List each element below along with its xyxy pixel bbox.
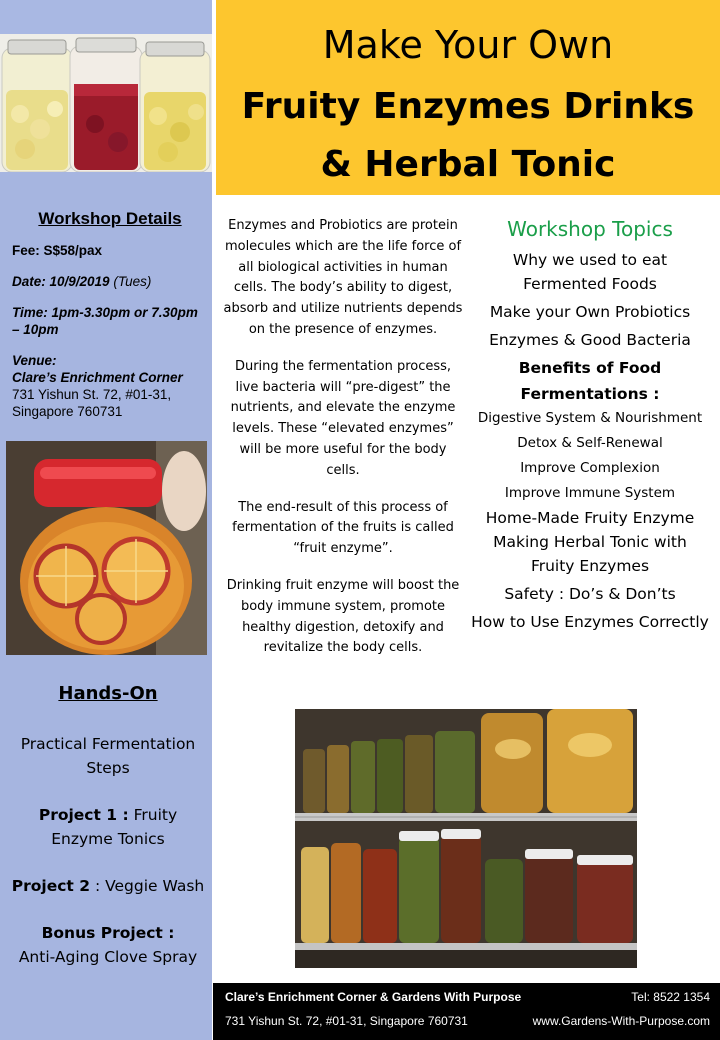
- bonus-project-description: Anti-Aging Clove Spray: [18, 948, 198, 966]
- topic-safety: Safety : Do’s & Don’ts: [504, 585, 676, 603]
- date-text: Date: 10/9/2019: [12, 274, 110, 289]
- workshop-details: [12, 208, 208, 434]
- topic-home-made-enzyme: Home-Made Fruity Enzyme: [485, 509, 695, 527]
- topic-herbal-tonic-line2: Fruity Enzymes: [530, 557, 650, 575]
- grapefruit-tonic-jar-photo: [6, 441, 207, 655]
- topic-probiotics: Make your Own Probiotics: [489, 303, 691, 321]
- title-line-1: Make Your Own: [322, 23, 614, 67]
- time-text: Time: 1pm-3.30pm or 7.30pm – 10pm: [12, 305, 198, 337]
- bonus-project-label: Bonus Project :: [41, 924, 175, 942]
- intro-paragraph-4: Drinking fruit enzyme will boost the body immune system, promote healthy digestion, detoxify and revitalize the body cells.: [226, 577, 460, 656]
- topic-fermented-foods-line1: Why we used to eat: [512, 251, 668, 269]
- intro-paragraph-2: During the fermentation process, live bacteria will “pre-digest” the nutrients, and elevate the enzyme levels. These “elevated enzymes” will be more useful for the body cells.: [230, 358, 456, 478]
- date-day-text: (Tues): [109, 274, 152, 289]
- benefit-detox: Detox & Self-Renewal: [517, 435, 663, 451]
- project-2-text: [6, 874, 210, 898]
- project-1-label: Project 1 :: [38, 806, 129, 824]
- project-2-description: : Veggie Wash: [90, 877, 205, 895]
- footer: [213, 983, 720, 1040]
- footer-organisation: Clare’s Enrichment Corner & Gardens With Purpose: [225, 990, 522, 1004]
- workshop-topics-heading: Workshop Topics: [507, 217, 673, 241]
- benefits-heading-colon: :: [647, 385, 660, 403]
- date-row: [12, 273, 208, 290]
- benefits-heading-line1: Benefits of Food: [518, 359, 662, 377]
- benefit-immune: Improve Immune System: [504, 485, 676, 501]
- venue-block: [12, 352, 208, 420]
- benefits-heading-text: Fermentations: [520, 385, 648, 403]
- title-line-2: Fruity Enzymes Drinks: [241, 86, 695, 127]
- hands-on-section: [6, 682, 210, 992]
- enzyme-shelf-photo: [295, 709, 637, 968]
- bonus-project-text: [6, 921, 210, 969]
- fermentation-jars-photo: [0, 34, 212, 172]
- project-1-description: Fruity Enzyme Tonics: [51, 806, 178, 848]
- footer-telephone: Tel: 8522 1354: [631, 990, 710, 1004]
- title-banner: [216, 0, 720, 195]
- venue-name: Clare’s Enrichment Corner: [12, 370, 183, 385]
- topic-enzymes-bacteria: Enzymes & Good Bacteria: [489, 331, 691, 349]
- title-line-3: & Herbal Tonic: [320, 144, 616, 185]
- venue-address-line2: Singapore 760731: [12, 404, 123, 419]
- topic-herbal-tonic-line1: Making Herbal Tonic with: [493, 533, 687, 551]
- hands-on-heading: Hands-On: [58, 683, 158, 704]
- fee-text: Fee: S$58/pax: [12, 243, 103, 258]
- project-2-label: Project 2: [11, 877, 91, 895]
- intro-paragraph-3: The end-result of this process of fermentation of the fruits is called “fruit enzyme”.: [232, 499, 454, 557]
- practical-fermentation-text: Practical Fermentation Steps: [20, 735, 196, 777]
- venue-label: Venue:: [12, 353, 57, 368]
- project-1-text: [6, 803, 210, 851]
- workshop-topics: [460, 214, 720, 634]
- intro-paragraph-1: Enzymes and Probiotics are protein molecules which are the life force of all biological activities in human cells. The body’s ability to digest, absorb and utilize nutrients depends on the presence of enzymes.: [223, 218, 463, 337]
- benefit-complexion: Improve Complexion: [520, 460, 660, 476]
- benefits-heading-line2: [460, 382, 720, 406]
- benefit-digestive: Digestive System & Nourishment: [477, 410, 703, 426]
- footer-address: 731 Yishun St. 72, #01-31, Singapore 760731: [225, 1014, 468, 1028]
- intro-column: [222, 216, 464, 675]
- venue-address-line1: 731 Yishun St. 72, #01-31,: [12, 387, 172, 402]
- topic-use-correctly: How to Use Enzymes Correctly: [471, 613, 709, 631]
- topic-fermented-foods-line2: Fermented Foods: [523, 275, 657, 293]
- workshop-details-heading: Workshop Details: [38, 209, 182, 228]
- sidebar-top-strip: [0, 0, 212, 34]
- footer-website: www.Gardens-With-Purpose.com: [532, 1014, 710, 1028]
